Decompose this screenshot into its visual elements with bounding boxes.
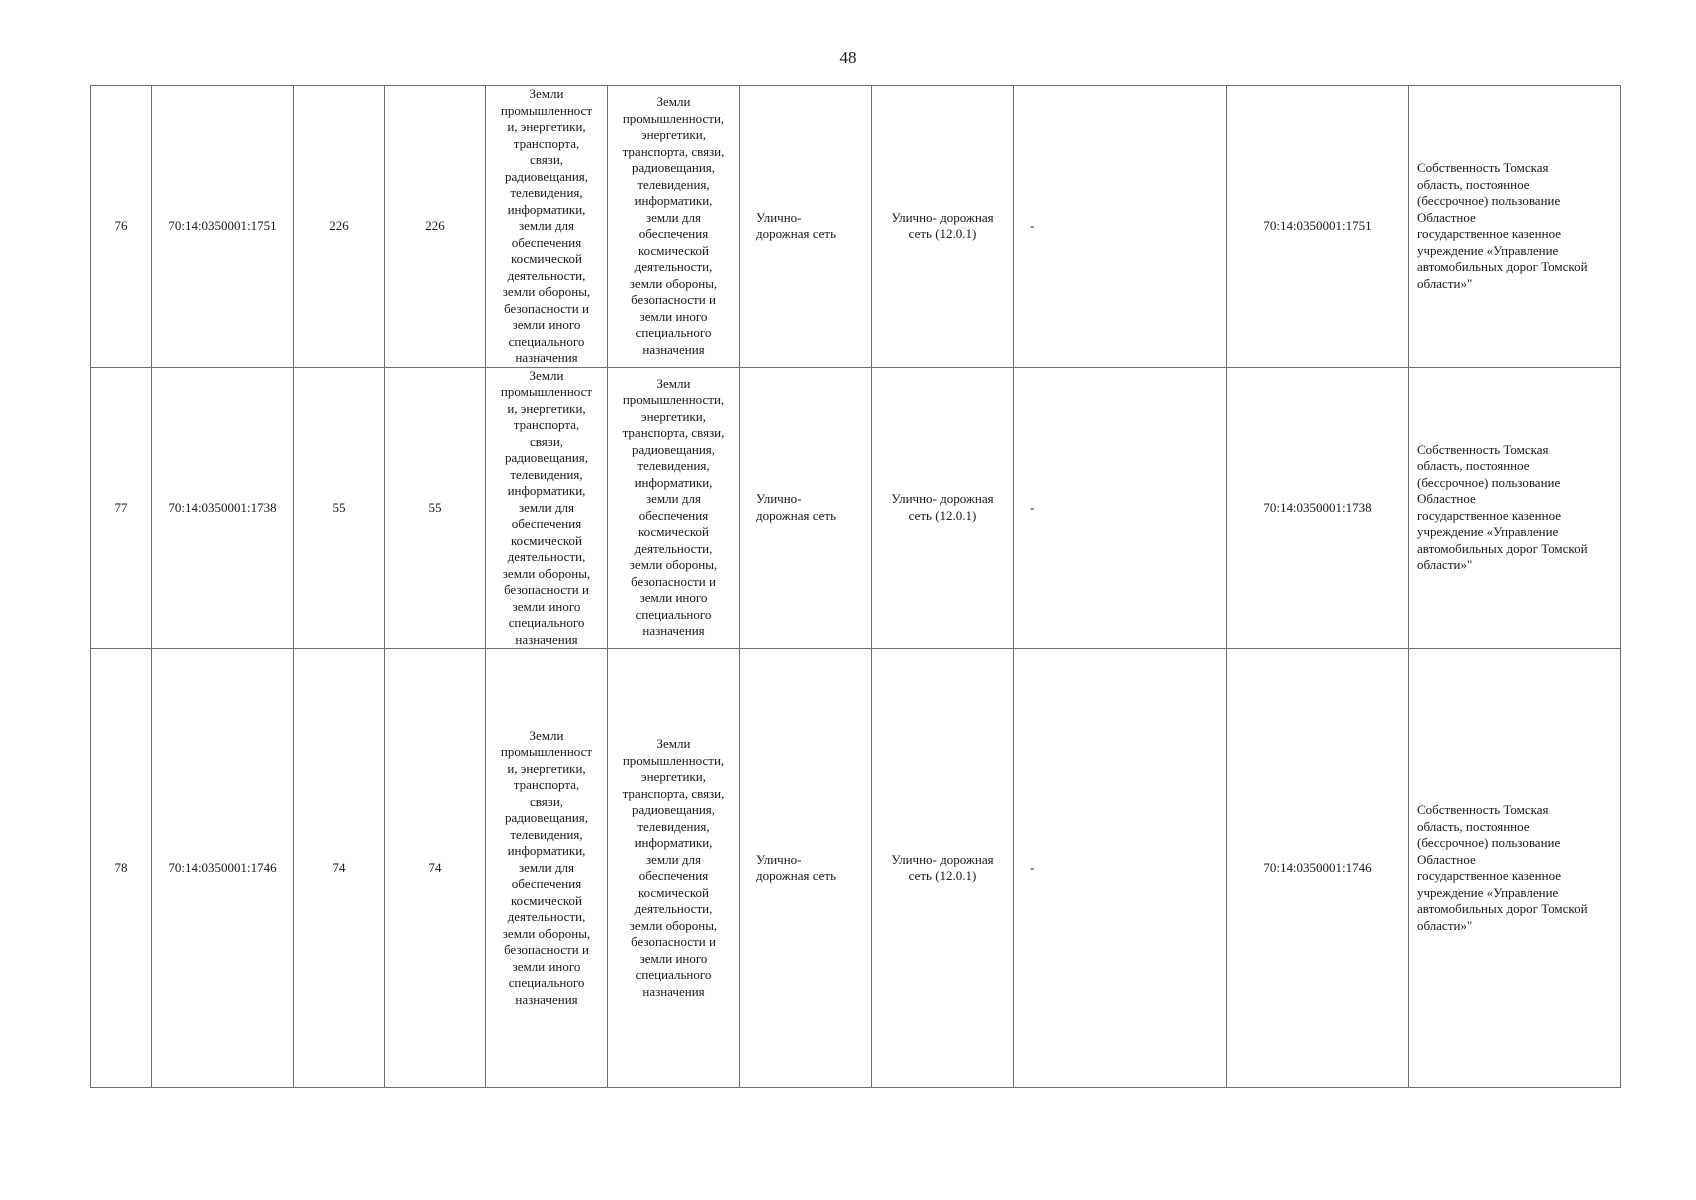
area-value-2: 226	[385, 86, 486, 368]
restrictions: -	[1014, 649, 1227, 1088]
permitted-use: Улично- дорожная сеть	[740, 86, 872, 368]
land-category: Земли промышленност и, энергетики, транспорта, связи, радиовещания, телевидения, информатики, земли для обеспечения космической деятельности, земли обороны, безопасности и земли иного специального назначения	[486, 86, 608, 368]
row-number: 77	[91, 367, 152, 649]
land-category: Земли промышленност и, энергетики, транспорта, связи, радиовещания, телевидения, информатики, земли для обеспечения космической деятельности, земли обороны, безопасности и земли иного специального назначения	[486, 649, 608, 1088]
page-number: 48	[839, 48, 857, 67]
cadastral-number: 70:14:0350001:1751	[152, 86, 294, 368]
row-number: 78	[91, 649, 152, 1088]
table-row	[91, 367, 1621, 649]
restrictions: -	[1014, 86, 1227, 368]
cadastral-number-2: 70:14:0350001:1746	[1227, 649, 1409, 1088]
permitted-use: Улично- дорожная сеть	[740, 367, 872, 649]
cadastral-number: 70:14:0350001:1738	[152, 367, 294, 649]
area-value: 74	[294, 649, 385, 1088]
cadastral-number-2: 70:14:0350001:1738	[1227, 367, 1409, 649]
table-row	[91, 86, 1621, 368]
permitted-use-code: Улично- дорожная сеть (12.0.1)	[872, 86, 1014, 368]
area-value: 55	[294, 367, 385, 649]
land-category-2: Земли промышленности, энергетики, транспорта, связи, радиовещания, телевидения, информатики, земли для обеспечения космической деятельности, земли обороны, безопасности и земли иного специального назначения	[608, 367, 740, 649]
table-row	[91, 649, 1621, 1088]
land-category: Земли промышленност и, энергетики, транспорта, связи, радиовещания, телевидения, информатики, земли для обеспечения космической деятельности, земли обороны, безопасности и земли иного специального назначения	[486, 367, 608, 649]
owner-info: Собственность Томская область, постоянное (бессрочное) пользование Областное государственное казенное учреждение «Управление автомобильных дорог Томской области»"	[1409, 367, 1621, 649]
permitted-use-code: Улично- дорожная сеть (12.0.1)	[872, 649, 1014, 1088]
row-number: 76	[91, 86, 152, 368]
owner-info: Собственность Томская область, постоянное (бессрочное) пользование Областное государственное казенное учреждение «Управление автомобильных дорог Томской области»"	[1409, 86, 1621, 368]
restrictions: -	[1014, 367, 1227, 649]
land-registry-table	[90, 85, 1621, 1088]
area-value: 226	[294, 86, 385, 368]
area-value-2: 55	[385, 367, 486, 649]
area-value-2: 74	[385, 649, 486, 1088]
cadastral-number: 70:14:0350001:1746	[152, 649, 294, 1088]
owner-info: Собственность Томская область, постоянное (бессрочное) пользование Областное государственное казенное учреждение «Управление автомобильных дорог Томской области»"	[1409, 649, 1621, 1088]
land-category-2: Земли промышленности, энергетики, транспорта, связи, радиовещания, телевидения, информатики, земли для обеспечения космической деятельности, земли обороны, безопасности и земли иного специального назначения	[608, 649, 740, 1088]
permitted-use: Улично- дорожная сеть	[740, 649, 872, 1088]
cadastral-number-2: 70:14:0350001:1751	[1227, 86, 1409, 368]
permitted-use-code: Улично- дорожная сеть (12.0.1)	[872, 367, 1014, 649]
land-category-2: Земли промышленности, энергетики, транспорта, связи, радиовещания, телевидения, информатики, земли для обеспечения космической деятельности, земли обороны, безопасности и земли иного специального назначения	[608, 86, 740, 368]
